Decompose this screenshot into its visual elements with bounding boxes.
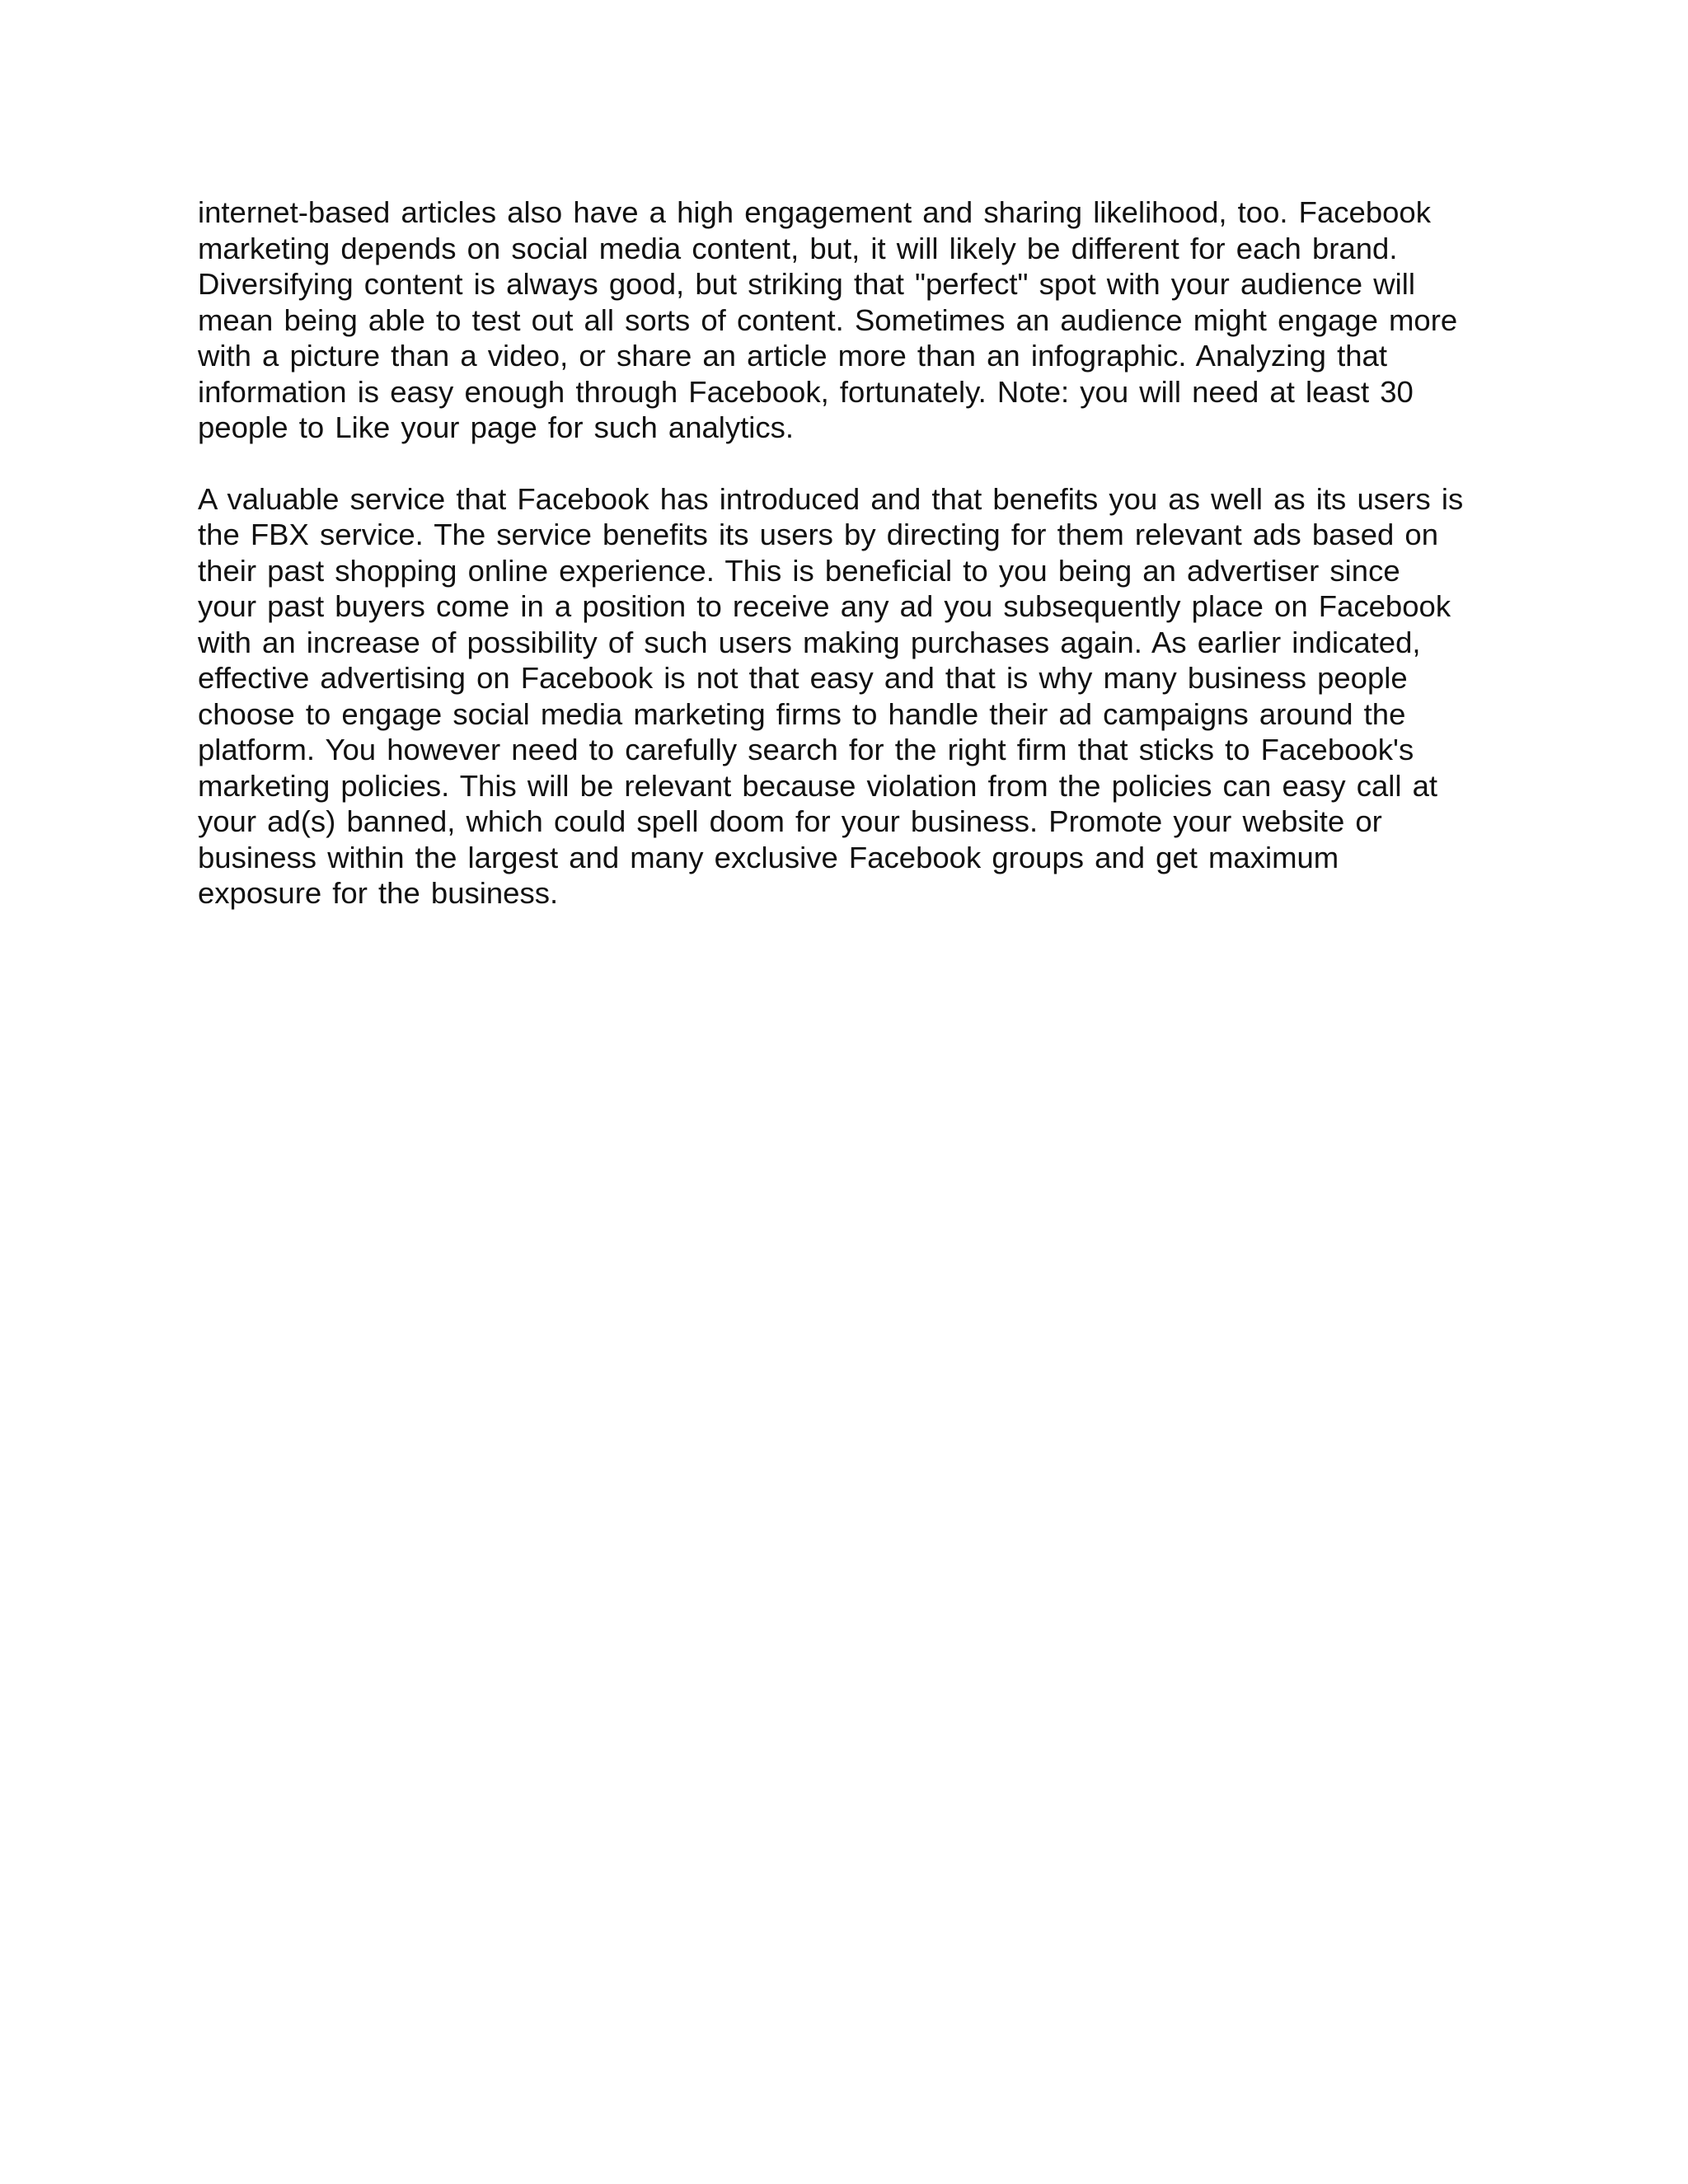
- text-line: people to Like your page for such analytics.: [198, 410, 795, 444]
- text-line: A valuable service that Facebook has introduced and that benefits you as well as its users is: [198, 481, 1464, 516]
- text-line: Diversifying content is always good, but striking that "perfect" spot with your audience will: [198, 267, 1415, 301]
- text-line: the FBX service. The service benefits its users by directing for them relevant ads based on: [198, 518, 1439, 551]
- paragraph-1: [198, 194, 1500, 446]
- text-line: marketing policies. This will be relevant because violation from the policies can easy call at: [198, 768, 1438, 803]
- text-line: exposure for the business.: [198, 876, 559, 910]
- text-line: their past shopping online experience. This is beneficial to you being an advertiser since: [198, 553, 1400, 588]
- text-line: internet-based articles also have a high engagement and sharing likelihood, too. Facebook: [198, 195, 1431, 229]
- text-line: platform. You however need to carefully search for the right firm that sticks to Facebook's: [198, 733, 1414, 766]
- text-line: mean being able to test out all sorts of content. Sometimes an audience might engage more: [198, 302, 1458, 337]
- text-line: with a picture than a video, or share an article more than an infographic. Analyzing that: [198, 339, 1387, 373]
- text-line: with an increase of possibility of such users making purchases again. As earlier indicated,: [198, 625, 1421, 659]
- document-body: [198, 194, 1500, 912]
- text-line: effective advertising on Facebook is not that easy and that is why many business people: [198, 661, 1408, 695]
- text-line: choose to engage social media marketing firms to handle their ad campaigns around the: [198, 696, 1406, 731]
- text-line: your ad(s) banned, which could spell doom for your business. Promote your website or: [198, 804, 1382, 838]
- paragraph-2: [198, 481, 1500, 912]
- text-line: your past buyers come in a position to receive any ad you subsequently place on Facebook: [198, 589, 1451, 623]
- text-line: information is easy enough through Facebook, fortunately. Note: you will need at least 30: [198, 374, 1414, 409]
- text-line: business within the largest and many exclusive Facebook groups and get maximum: [198, 840, 1339, 874]
- text-line: marketing depends on social media content, but, it will likely be different for each brand.: [198, 231, 1398, 265]
